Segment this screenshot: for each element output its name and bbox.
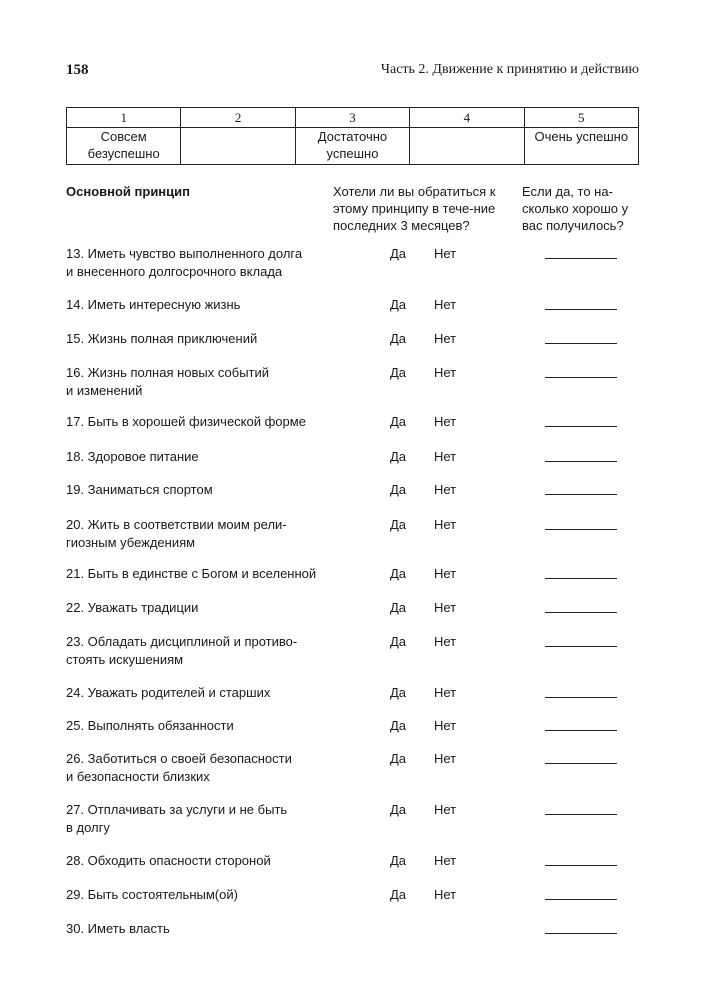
rating-scale-table: [66, 107, 639, 165]
answer-blank-line[interactable]: [545, 933, 617, 934]
yes-option[interactable]: Да: [390, 566, 407, 581]
scale-label-cell: [410, 128, 524, 165]
no-option[interactable]: Нет: [434, 449, 457, 464]
yes-option[interactable]: Да: [390, 853, 407, 868]
no-option[interactable]: Нет: [434, 331, 457, 346]
principle-text: 18. Здоровое питание: [66, 449, 199, 464]
scale-label-cell: [181, 128, 295, 165]
page-header: [66, 62, 639, 82]
question1-column-heading: Хотели ли вы обратиться к этому принципу в тече-ние последних 3 месяцев?: [333, 184, 496, 233]
answer-blank-line[interactable]: [545, 309, 617, 310]
no-option[interactable]: Нет: [434, 600, 457, 615]
answer-blank-line[interactable]: [545, 697, 617, 698]
answer-blank-line[interactable]: [545, 899, 617, 900]
question2-column-heading: Если да, то на-сколько хорошо у вас получилось?: [522, 184, 629, 233]
no-option[interactable]: Нет: [434, 246, 457, 261]
yes-option[interactable]: Да: [390, 414, 407, 429]
yes-option[interactable]: Да: [390, 600, 407, 615]
yes-option[interactable]: Да: [390, 449, 407, 464]
answer-blank-line[interactable]: [545, 529, 617, 530]
page-number: 158: [66, 62, 89, 78]
principle-text: 29. Быть состоятельным(ой): [66, 887, 238, 902]
principle-text: 20. Жить в соответствии моим рели- гиозным убеждениям: [66, 517, 287, 550]
principle-text: 14. Иметь интересную жизнь: [66, 297, 241, 312]
principle-text: 19. Заниматься спортом: [66, 482, 213, 497]
principle-text: 21. Быть в единстве с Богом и вселенной: [66, 566, 317, 581]
yes-option[interactable]: Да: [390, 718, 407, 733]
running-title: Часть 2. Движение к принятию и действию: [380, 62, 639, 77]
answer-blank-line[interactable]: [545, 426, 617, 427]
principle-text: 16. Жизнь полная новых событий и изменений: [66, 365, 270, 398]
yes-option[interactable]: Да: [390, 685, 407, 700]
yes-option[interactable]: Да: [390, 246, 407, 261]
answer-blank-line[interactable]: [545, 865, 617, 866]
no-option[interactable]: Нет: [434, 365, 457, 380]
yes-option[interactable]: Да: [390, 887, 407, 902]
scale-label-cell: Очень успешно: [524, 128, 638, 165]
yes-option[interactable]: Да: [390, 802, 407, 817]
answer-blank-line[interactable]: [545, 343, 617, 344]
principle-text: 28. Обходить опасности стороной: [66, 853, 271, 868]
no-option[interactable]: Нет: [434, 718, 457, 733]
scale-number-cell: 3: [295, 108, 409, 128]
yes-option[interactable]: Да: [390, 365, 407, 380]
answer-blank-line[interactable]: [545, 377, 617, 378]
no-option[interactable]: Нет: [434, 634, 457, 649]
principle-text: 15. Жизнь полная приключений: [66, 331, 258, 346]
no-option[interactable]: Нет: [434, 751, 457, 766]
yes-option[interactable]: Да: [390, 517, 407, 532]
scale-number-cell: 5: [524, 108, 638, 128]
scale-label-cell: Достаточно успешно: [295, 128, 409, 165]
principle-text: 27. Отплачивать за услуги и не быть в долгу: [66, 802, 288, 835]
principle-text: 13. Иметь чувство выполненного долга и внесенного долгосрочного вклада: [66, 246, 303, 279]
no-option[interactable]: Нет: [434, 482, 457, 497]
answer-blank-line[interactable]: [545, 763, 617, 764]
no-option[interactable]: Нет: [434, 566, 457, 581]
principle-text: 24. Уважать родителей и старших: [66, 685, 271, 700]
yes-option[interactable]: Да: [390, 751, 407, 766]
no-option[interactable]: Нет: [434, 685, 457, 700]
answer-blank-line[interactable]: [545, 612, 617, 613]
yes-option[interactable]: Да: [390, 634, 407, 649]
answer-blank-line[interactable]: [545, 461, 617, 462]
no-option[interactable]: Нет: [434, 887, 457, 902]
yes-option[interactable]: Да: [390, 482, 407, 497]
scale-labels-row: [67, 128, 639, 165]
scale-number-cell: 1: [67, 108, 181, 128]
principle-text: 22. Уважать традиции: [66, 600, 199, 615]
yes-option[interactable]: Да: [390, 297, 407, 312]
principle-text: 26. Заботиться о своей безопасности и безопасности близких: [66, 751, 292, 784]
principle-text: 30. Иметь власть: [66, 921, 170, 936]
no-option[interactable]: Нет: [434, 802, 457, 817]
yes-option[interactable]: Да: [390, 331, 407, 346]
answer-blank-line[interactable]: [545, 494, 617, 495]
answer-blank-line[interactable]: [545, 258, 617, 259]
principle-text: 25. Выполнять обязанности: [66, 718, 234, 733]
scale-numbers-row: [67, 108, 639, 128]
no-option[interactable]: Нет: [434, 414, 457, 429]
no-option[interactable]: Нет: [434, 297, 457, 312]
scale-label-cell: Совсем безуспешно: [67, 128, 181, 165]
scale-number-cell: 2: [181, 108, 295, 128]
answer-blank-line[interactable]: [545, 578, 617, 579]
answer-blank-line[interactable]: [545, 730, 617, 731]
no-option[interactable]: Нет: [434, 853, 457, 868]
principle-text: 23. Обладать дисциплиной и противо- стоять искушениям: [66, 634, 298, 667]
answer-blank-line[interactable]: [545, 814, 617, 815]
principle-column-heading: Основной принцип: [66, 184, 190, 199]
principle-text: 17. Быть в хорошей физической форме: [66, 414, 306, 429]
no-option[interactable]: Нет: [434, 517, 457, 532]
answer-blank-line[interactable]: [545, 646, 617, 647]
scale-number-cell: 4: [410, 108, 524, 128]
